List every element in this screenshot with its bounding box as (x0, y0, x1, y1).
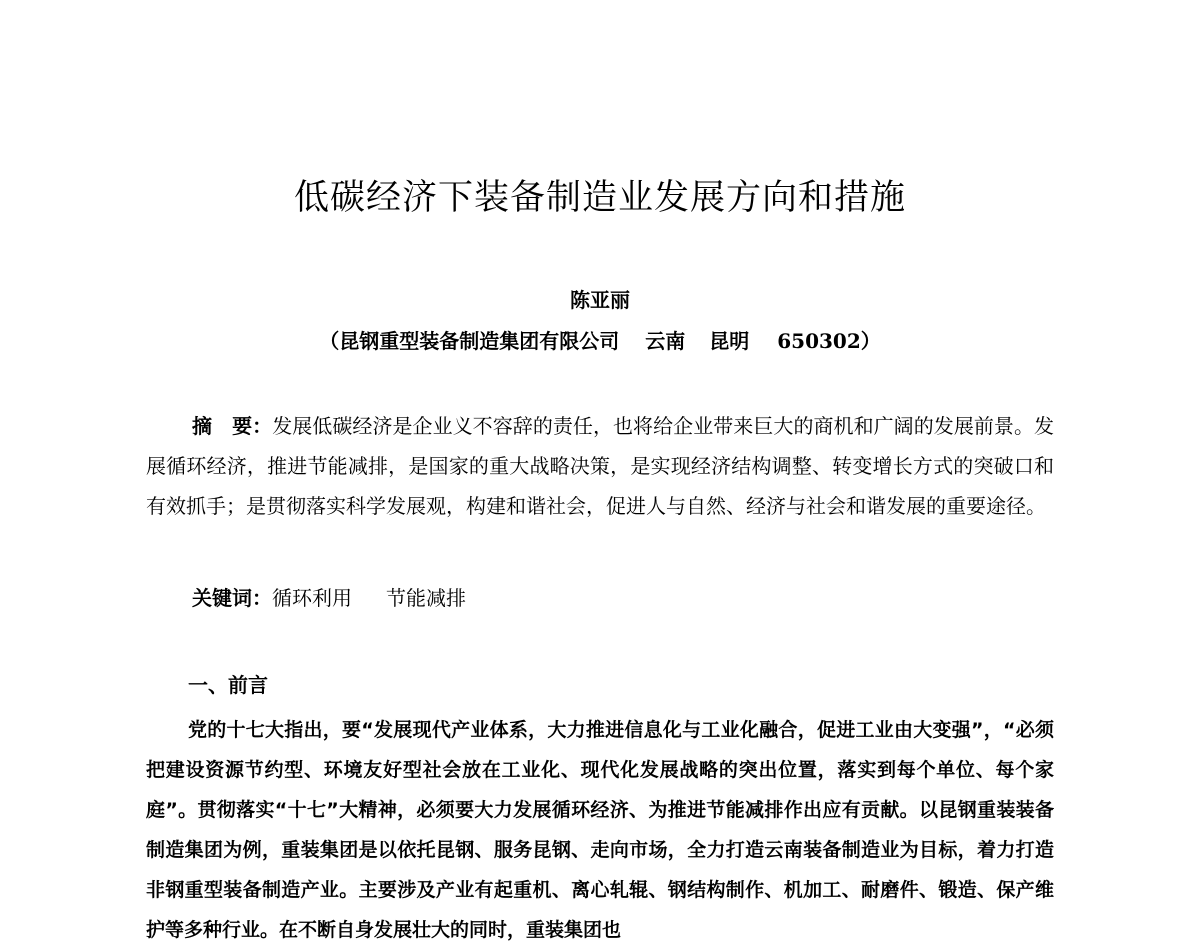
affiliation-open-paren: （ (319, 329, 340, 353)
affiliation-city: 昆明 (709, 329, 750, 353)
author-affiliation (0, 326, 1200, 356)
keywords (192, 580, 466, 616)
affiliation-province: 云南 (645, 329, 686, 353)
keyword-item: 节能减排 (386, 586, 466, 610)
keyword-item: 循环利用 (272, 586, 352, 610)
paper-title: 低碳经济下装备制造业发展方向和措施 (293, 178, 906, 218)
keywords-label: 关键词： (192, 586, 272, 610)
affiliation-close-paren: ） (860, 329, 881, 353)
section-heading: 一、前言 (188, 673, 268, 697)
affiliation-postcode: 650302 (777, 329, 861, 353)
abstract-text: 发展低碳经济是企业义不容辞的责任，也将给企业带来巨大的商机和广阔的发展前景。发展循环经济，推进节能减排，是国家的重大战略决策，是实现经济结构调整、转变增长方式的突破口和有效抓手；是贯彻落实科学发展观，构建和谐社会，促进人与自然、经济与社会和谐发展的重要途径。 (146, 414, 1055, 518)
section-body-text: 党的十七大指出，要“发展现代产业体系，大力推进信息化与工业化融合，促进工业由大变强”，“必须把建设资源节约型、环境友好型社会放在工业化、现代化发展战略的突出位置，落实到每个单位、每个家庭”。贯彻落实“十七”大精神，必须要大力发展循环经济、为推进节能减排作出应有贡献。以昆钢重装装备制造集团为例，重装集团是以依托昆钢、服务昆钢、走向市场，全力打造云南装备制造业为目标，着力打造非钢重型装备制造产业。主要涉及产业有起重机、离心轧辊、钢结构制作、机加工、耐磨件、锻造、保产维护等多种行业。在不断自身发展壮大的同时，重装集团也 (146, 719, 1054, 941)
author-name: 陈亚丽 (570, 288, 630, 312)
abstract (146, 406, 1054, 526)
affiliation-organization: 昆钢重型装备制造集团有限公司 (339, 329, 620, 353)
abstract-label: 摘 要： (192, 414, 273, 438)
